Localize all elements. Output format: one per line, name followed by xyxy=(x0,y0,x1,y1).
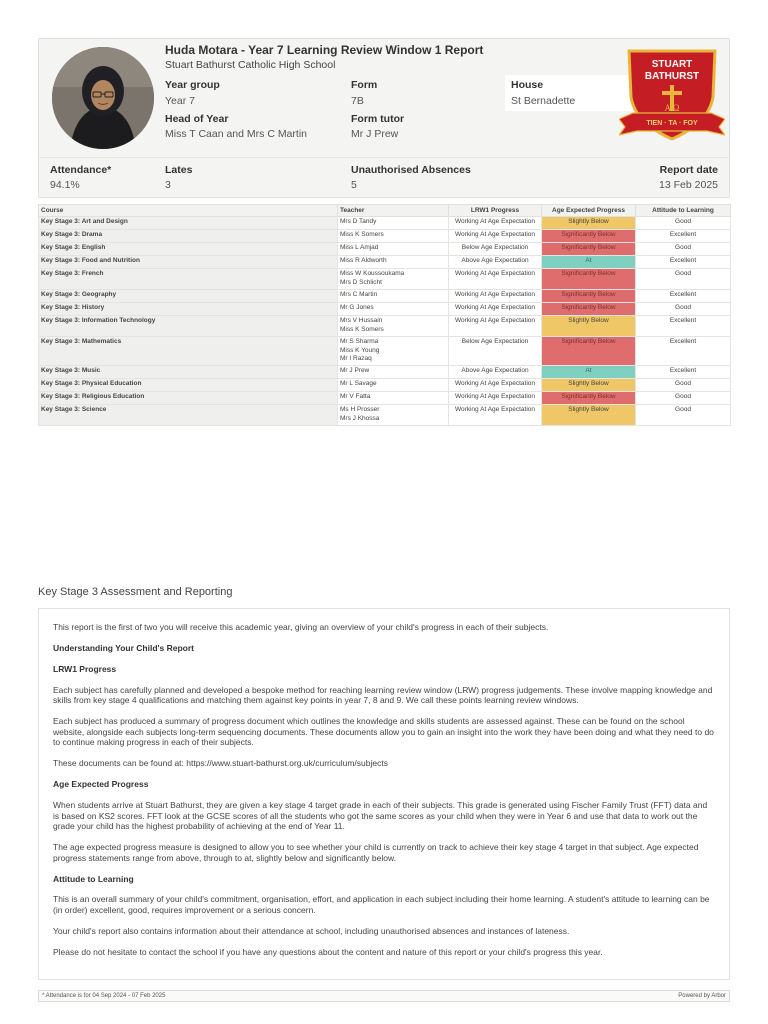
lrw1-progress-cell: Working At Age Expectation xyxy=(449,290,542,303)
teacher-name: Mrs D Schlicht xyxy=(340,278,382,286)
section-title: Key Stage 3 Assessment and Reporting xyxy=(38,586,233,598)
table-row xyxy=(39,379,731,392)
age-expected-progress-cell: Significantly Below xyxy=(542,269,636,290)
age-expected-progress-cell: Slightly Below xyxy=(542,316,636,337)
attitude-cell: Good xyxy=(636,303,731,316)
attitude-cell: Good xyxy=(636,379,731,392)
attitude-cell: Good xyxy=(636,243,731,256)
lrw1-progress-cell: Working At Age Expectation xyxy=(449,379,542,392)
attitude-cell: Excellent xyxy=(636,290,731,303)
section-heading: Understanding Your Child's Report xyxy=(53,642,195,653)
course-cell: Key Stage 3: English xyxy=(39,243,338,256)
teacher-cell xyxy=(338,217,449,230)
year-group-label: Year group xyxy=(165,79,220,91)
col-header-attitude: Attitude to Learning xyxy=(636,205,731,217)
attitude-cell: Excellent xyxy=(636,256,731,269)
head-of-year-label: Head of Year xyxy=(165,113,229,125)
teacher-cell xyxy=(338,303,449,316)
lates-label: Lates xyxy=(165,164,193,176)
form-tutor-label: Form tutor xyxy=(351,113,405,125)
table-row xyxy=(39,316,731,337)
col-header-lrw1: LRW1 Progress xyxy=(449,205,542,217)
unauthorised-absences-label: Unauthorised Absences xyxy=(351,164,471,176)
paragraph: This report is the first of two you will receive this academic year, giving an overview of your child's progress in each of their subjects. xyxy=(53,622,549,632)
report-date-label: Report date xyxy=(659,164,718,176)
paragraph: The age expected progress measure is designed to allow you to see whether your child is currently on track to achieve their key stage 4 target in that subject. Age expected progress statements range from above, through to at, slightly below and significantly below. xyxy=(53,842,699,863)
teacher-name: Mrs C Martin xyxy=(340,291,378,298)
table-row xyxy=(39,290,731,303)
teacher-cell xyxy=(338,290,449,303)
attitude-cell: Good xyxy=(636,217,731,230)
lates-value: 3 xyxy=(165,179,171,191)
lrw1-progress-cell: Below Age Expectation xyxy=(449,337,542,366)
age-expected-progress-cell: Significantly Below xyxy=(542,303,636,316)
report-title: Huda Motara - Year 7 Learning Review Window 1 Report xyxy=(165,43,484,57)
paragraph: Your child's report also contains information about their attendance at school, including unauthorised absences and instances of lateness. xyxy=(53,925,570,936)
course-cell: Key Stage 3: Art and Design xyxy=(39,217,338,230)
table-row xyxy=(39,303,731,316)
house-value: St Bernadette xyxy=(511,95,576,107)
lrw1-progress-cell: Working At Age Expectation xyxy=(449,303,542,316)
teacher-name: Miss K Somers xyxy=(340,231,384,238)
age-expected-progress-cell: Slightly Below xyxy=(542,217,636,230)
teacher-name: Mr I Razaq xyxy=(340,355,372,362)
paragraph: Please do not hesitate to contact the school if you have any questions about the content and nature of this report or your child's progress this year. xyxy=(53,946,603,957)
table-row xyxy=(39,230,731,243)
teacher-name: Miss K Young xyxy=(340,346,380,354)
crest-line1: STUART xyxy=(651,59,693,70)
course-cell: Key Stage 3: Science xyxy=(39,405,338,426)
teacher-name: Miss R Aldworth xyxy=(340,257,387,264)
teacher-name: Mr V Fatta xyxy=(340,393,371,400)
course-cell: Key Stage 3: Geography xyxy=(39,290,338,303)
report-header xyxy=(38,38,730,198)
teacher-cell xyxy=(338,316,449,337)
lrw1-progress-cell: Below Age Expectation xyxy=(449,243,542,256)
attitude-cell: Good xyxy=(636,269,731,290)
attitude-cell: Excellent xyxy=(636,316,731,337)
form-label: Form xyxy=(351,79,378,91)
lrw1-progress-cell: Above Age Expectation xyxy=(449,256,542,269)
lrw1-progress-cell: Above Age Expectation xyxy=(449,366,542,379)
attendance-label: Attendance* xyxy=(50,164,112,176)
teacher-name: Mr S Sharma xyxy=(340,338,379,345)
course-cell: Key Stage 3: French xyxy=(39,269,338,290)
course-cell: Key Stage 3: Physical Education xyxy=(39,379,338,392)
teacher-name: Mr G Jones xyxy=(340,304,374,311)
teacher-name: Mr J Prew xyxy=(340,367,370,374)
teacher-cell xyxy=(338,269,449,290)
teacher-name: Mrs J Khossa xyxy=(340,414,380,422)
age-expected-progress-cell: Significantly Below xyxy=(542,337,636,366)
student-avatar xyxy=(52,47,154,149)
house-label: House xyxy=(511,79,544,91)
age-expected-progress-cell: Significantly Below xyxy=(542,290,636,303)
table-row xyxy=(39,405,731,426)
header-divider xyxy=(39,157,729,158)
lrw1-progress-cell: Working At Age Expectation xyxy=(449,269,542,290)
col-header-course: Course xyxy=(39,205,338,217)
table-row xyxy=(39,256,731,269)
paragraph: These documents can be found at: https://www.stuart-bathurst.org.uk/curriculum/subjects xyxy=(53,758,388,769)
attitude-cell: Excellent xyxy=(636,366,731,379)
teacher-name: Mr L Savage xyxy=(340,380,377,387)
col-header-age-expected: Age Expected Progress xyxy=(542,205,636,217)
course-cell: Key Stage 3: Religious Education xyxy=(39,392,338,405)
paragraph: This is an overall summary of your child's commitment, organisation, effort, and application in each subject including their home learning. A student's attitude to learning can be (in order) excellent, good, requires improvement or a serious concern. xyxy=(53,894,710,916)
lrw1-progress-cell: Working At Age Expectation xyxy=(449,392,542,405)
teacher-cell xyxy=(338,337,449,366)
course-cell: Key Stage 3: Information Technology xyxy=(39,316,338,337)
teacher-cell xyxy=(338,243,449,256)
lrw1-progress-cell: Working At Age Expectation xyxy=(449,230,542,243)
lrw1-progress-cell: Working At Age Expectation xyxy=(449,405,542,426)
age-expected-progress-cell: Slightly Below xyxy=(542,405,636,426)
year-group-value: Year 7 xyxy=(165,95,195,107)
section-heading: Attitude to Learning xyxy=(53,873,134,884)
form-value: 7B xyxy=(351,95,364,107)
table-row xyxy=(39,392,731,405)
col-header-teacher: Teacher xyxy=(338,205,449,217)
teacher-cell xyxy=(338,392,449,405)
course-cell: Key Stage 3: Food and Nutrition xyxy=(39,256,338,269)
table-body xyxy=(39,217,731,426)
teacher-name: Ms H Prosser xyxy=(340,406,380,413)
course-cell: Key Stage 3: History xyxy=(39,303,338,316)
teacher-cell xyxy=(338,405,449,426)
attitude-cell: Good xyxy=(636,392,731,405)
age-expected-progress-cell: At xyxy=(542,366,636,379)
table-row xyxy=(39,366,731,379)
attitude-cell: Excellent xyxy=(636,230,731,243)
course-cell: Key Stage 3: Music xyxy=(39,366,338,379)
teacher-name: Miss K Somers xyxy=(340,325,384,333)
teacher-cell xyxy=(338,230,449,243)
attitude-cell: Good xyxy=(636,405,731,426)
age-expected-progress-cell: Significantly Below xyxy=(542,230,636,243)
teacher-cell xyxy=(338,366,449,379)
school-name: Stuart Bathurst Catholic High School xyxy=(165,59,336,71)
teacher-name: Miss W Koussoukama xyxy=(340,270,405,277)
attitude-cell: Excellent xyxy=(636,337,731,366)
page-footer xyxy=(38,990,730,1002)
powered-by: Powered by Arbor xyxy=(678,993,726,999)
head-of-year-value: Miss T Caan and Mrs C Martin xyxy=(165,128,307,140)
table-row xyxy=(39,217,731,230)
crest-symbols: A Ω xyxy=(664,103,680,113)
unauthorised-absences-value: 5 xyxy=(351,179,357,191)
table-row xyxy=(39,337,731,366)
crest-motto: TIEN · TA · FOY xyxy=(646,120,698,127)
table-row xyxy=(39,243,731,256)
age-expected-progress-cell: Significantly Below xyxy=(542,392,636,405)
table-row xyxy=(39,269,731,290)
lrw1-progress-cell: Working At Age Expectation xyxy=(449,316,542,337)
section-heading: Age Expected Progress xyxy=(53,779,149,790)
course-cell: Key Stage 3: Drama xyxy=(39,230,338,243)
teacher-cell xyxy=(338,379,449,392)
table-header-row xyxy=(39,205,731,217)
progress-table xyxy=(38,204,731,426)
paragraph: Each subject has carefully planned and developed a bespoke method for reaching learning review window (LRW) progress judgements. These involve mapping knowledge and skills from key stage 4 qualifications and matching them against key points in year 7, 8 and 9. We call these points learning review windows. xyxy=(53,684,713,706)
form-tutor-value: Mr J Prew xyxy=(351,128,399,140)
teacher-name: Miss L Amjad xyxy=(340,244,379,251)
attendance-value: 94.1% xyxy=(50,179,80,191)
explanation-box xyxy=(38,608,730,980)
lrw1-progress-cell: Working At Age Expectation xyxy=(449,217,542,230)
student-photo-icon xyxy=(52,47,154,149)
teacher-name: Mrs V Hussain xyxy=(340,317,383,324)
school-crest-icon xyxy=(619,45,725,143)
report-date-value: 13 Feb 2025 xyxy=(659,179,718,191)
crest-line2: BATHURST xyxy=(644,71,700,82)
section-heading: LRW1 Progress xyxy=(53,663,117,674)
paragraph: When students arrive at Stuart Bathurst, they are given a key stage 4 target grade in each of their subjects. This grade is generated using Fischer Family Trust (FFT) data and is based on KS2 scores. FFT look at the GCSE scores of all the students who got the same scores as your child when they were in Year 6 and use that data to work out the grade your child has the highest probability of achieving at the end of Year 11. xyxy=(53,800,708,832)
age-expected-progress-cell: At xyxy=(542,256,636,269)
teacher-name: Mrs D Tandy xyxy=(340,218,377,225)
paragraph: Each subject has produced a summary of progress document which outlines the knowledge and skills students are assessed against. These can be found on the school website, alongside each subjects long-term sequencing documents. These documents allow you to gain an insight into the work they have been doing and what they need to do to continue making progress in each of their subjects. xyxy=(53,716,714,748)
course-cell: Key Stage 3: Mathematics xyxy=(39,337,338,366)
teacher-cell xyxy=(338,256,449,269)
age-expected-progress-cell: Slightly Below xyxy=(542,379,636,392)
attendance-footnote: * Attendance is for 04 Sep 2024 - 07 Feb 2025 xyxy=(42,993,166,999)
age-expected-progress-cell: Significantly Below xyxy=(542,243,636,256)
